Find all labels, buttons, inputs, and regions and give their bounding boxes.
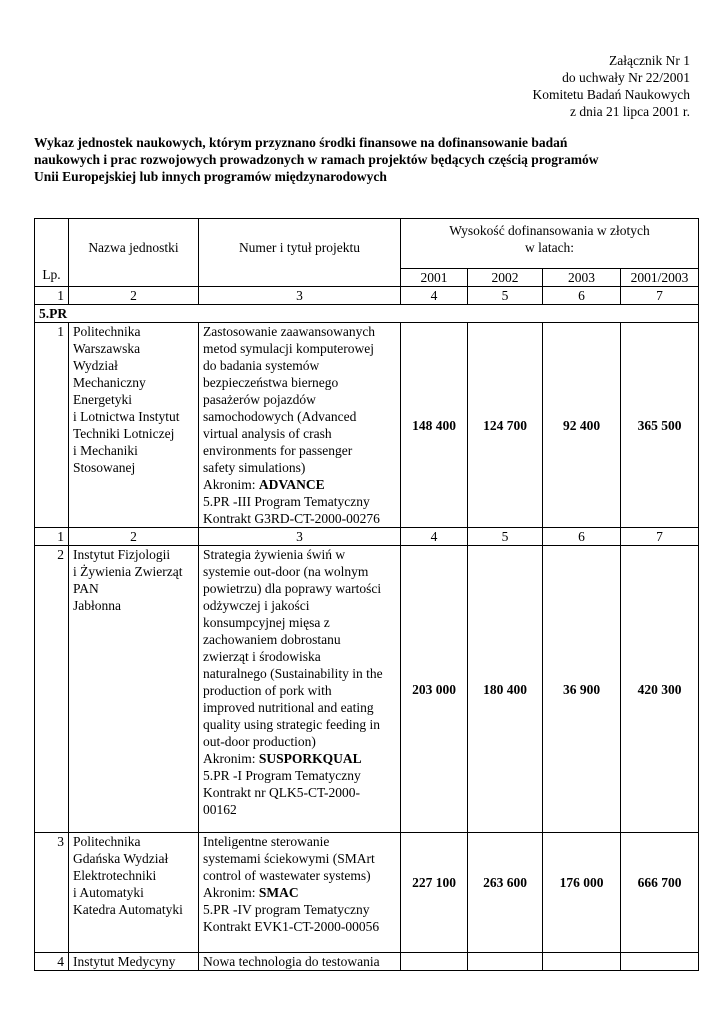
column-number: 2 [69,528,199,546]
title-line: Unii Europejskiej lub innych programów międzynarodowych [34,169,387,184]
unit-line: Elektrotechniki [73,868,157,883]
project-line: control of wastewater systems) [203,868,371,883]
program-line: 5.PR -I Program Tematyczny [203,768,361,783]
value-total [621,953,699,971]
project-line: samochodowych (Advanced [203,409,357,424]
header-funding-line: Wysokość dofinansowania w złotych [449,223,650,238]
acronym: SUSPORKQUAL [258,751,362,766]
project-line: odżywczej i jakości [203,598,310,613]
column-number: 6 [543,287,621,305]
header-year-2003: 2003 [543,269,621,287]
column-number: 5 [468,287,543,305]
project-line: bezpieczeństwa biernego [203,375,339,390]
project-line: Zastosowanie zaawansowanych [203,324,376,339]
project-line: Strategia żywienia świń w [203,547,346,562]
header-lp: Lp. [35,219,69,287]
project-line: Inteligentne sterowanie [203,834,330,849]
acronym-line [203,884,396,901]
project-line: systemie out-door (na wolnym [203,564,369,579]
unit-line: i Lotnictwa Instytut [73,409,180,424]
program-line: 5.PR -IV program Tematyczny [203,902,370,917]
unit-line: Mechaniczny [73,375,146,390]
acronym-line [203,476,396,493]
value-2002: 263 600 [468,833,543,953]
value-2003 [543,953,621,971]
row-project [199,323,401,528]
value-2001: 227 100 [401,833,468,953]
header-project: Numer i tytuł projektu [199,219,401,287]
unit-line: Politechnika [73,834,141,849]
column-number-row [35,287,699,305]
column-number: 2 [69,287,199,305]
unit-line: Katedra Automatyki [73,902,183,917]
title-line: Wykaz jednostek naukowych, którym przyznano środki finansowe na dofinansowanie badań [34,135,568,150]
program-line: Kontrakt EVK1-CT-2000-00056 [203,919,380,934]
header-funding-line: w latach: [524,240,575,255]
column-number: 3 [199,528,401,546]
row-project [199,546,401,833]
unit-line: Politechnika [73,324,141,339]
unit-line: Gdańska Wydział [73,851,169,866]
row-unit [69,833,199,953]
column-number: 7 [621,287,699,305]
row-unit [69,546,199,833]
header-year-2001: 2001 [401,269,468,287]
acronym: ADVANCE [258,477,325,492]
project-line: pasażerów pojazdów [203,392,316,407]
acronym-label: Akronim: [203,751,259,766]
table-row [35,546,699,833]
column-number: 1 [35,528,69,546]
header-funding [401,219,699,269]
project-line: zwierząt i środowiska [203,649,321,664]
funding-table [34,218,699,971]
column-number: 6 [543,528,621,546]
table-row [35,833,699,953]
project-line: Nowa technologia do testowania [203,954,380,969]
row-lp: 2 [35,546,69,833]
section-label: 5.PR [35,305,699,323]
title-line: naukowych i prac rozwojowych prowadzonych w ramach projektów będących częścią programów [34,152,599,167]
row-unit [69,953,199,971]
column-number: 7 [621,528,699,546]
value-2001 [401,953,468,971]
annex-line: Komitetu Badań Naukowych [532,87,690,102]
acronym-label: Akronim: [203,885,259,900]
project-line: do badania systemów [203,358,320,373]
unit-line: Warszawska [73,341,141,356]
project-line: virtual analysis of crash [203,426,332,441]
project-line: zachowaniem dobrostanu [203,632,341,647]
program-line: Kontrakt nr QLK5-CT-2000- [203,785,360,800]
annex-header [533,52,690,120]
row-lp: 1 [35,323,69,528]
row-project [199,833,401,953]
acronym-label: Akronim: [203,477,259,492]
unit-line: PAN [73,581,99,596]
project-line: naturalnego (Sustainability in the [203,666,383,681]
column-number: 4 [401,528,468,546]
project-line: metod symulacji komputerowej [203,341,374,356]
row-unit [69,323,199,528]
unit-line: Stosowanej [73,460,136,475]
acronym: SMAC [258,885,299,900]
project-line: systemami ściekowymi (SMArt [203,851,375,866]
row-lp: 4 [35,953,69,971]
value-total: 420 300 [621,546,699,833]
table-row [35,953,699,971]
header-year-2002: 2002 [468,269,543,287]
project-line: safety simulations) [203,460,306,475]
unit-line: Wydział [73,358,118,373]
column-number: 1 [35,287,69,305]
unit-line: i Automatyki [73,885,144,900]
column-number-row [35,528,699,546]
program-line: 5.PR -III Program Tematyczny [203,494,370,509]
annex-line: do uchwały Nr 22/2001 [562,70,690,85]
value-total: 365 500 [621,323,699,528]
column-number: 3 [199,287,401,305]
value-2001: 203 000 [401,546,468,833]
project-line: konsumpcyjnej mięsa z [203,615,330,630]
header-row [35,219,699,269]
unit-line: i Mechaniki [73,443,138,458]
value-2003: 92 400 [543,323,621,528]
program-line: Kontrakt G3RD-CT-2000-00276 [203,511,380,526]
value-total: 666 700 [621,833,699,953]
value-2001: 148 400 [401,323,468,528]
project-line: quality using strategic feeding in [203,717,380,732]
project-line: powietrzu) dla poprawy wartości [203,581,382,596]
document-title [34,134,704,185]
project-line: out-door production) [203,734,316,749]
program-line: 00162 [203,802,237,817]
value-2002 [468,953,543,971]
value-2003: 176 000 [543,833,621,953]
unit-line: Techniki Lotniczej [73,426,175,441]
project-line: environments for passenger [203,443,353,458]
project-line: improved nutritional and eating [203,700,374,715]
value-2002: 180 400 [468,546,543,833]
section-row [35,305,699,323]
project-line: production of pork with [203,683,332,698]
row-project [199,953,401,971]
table-row [35,323,699,528]
value-2003: 36 900 [543,546,621,833]
value-2002: 124 700 [468,323,543,528]
row-lp: 3 [35,833,69,953]
unit-line: Instytut Fizjologii [73,547,171,562]
unit-line: Jabłonna [73,598,121,613]
header-year-total: 2001/2003 [621,269,699,287]
column-number: 5 [468,528,543,546]
annex-line: z dnia 21 lipca 2001 r. [570,104,690,119]
column-number: 4 [401,287,468,305]
header-unit: Nazwa jednostki [69,219,199,287]
unit-line: i Żywienia Zwierząt [73,564,183,579]
acronym-line [203,750,396,767]
unit-line: Energetyki [73,392,132,407]
annex-line: Załącznik Nr 1 [609,53,690,68]
unit-line: Instytut Medycyny [73,954,176,969]
